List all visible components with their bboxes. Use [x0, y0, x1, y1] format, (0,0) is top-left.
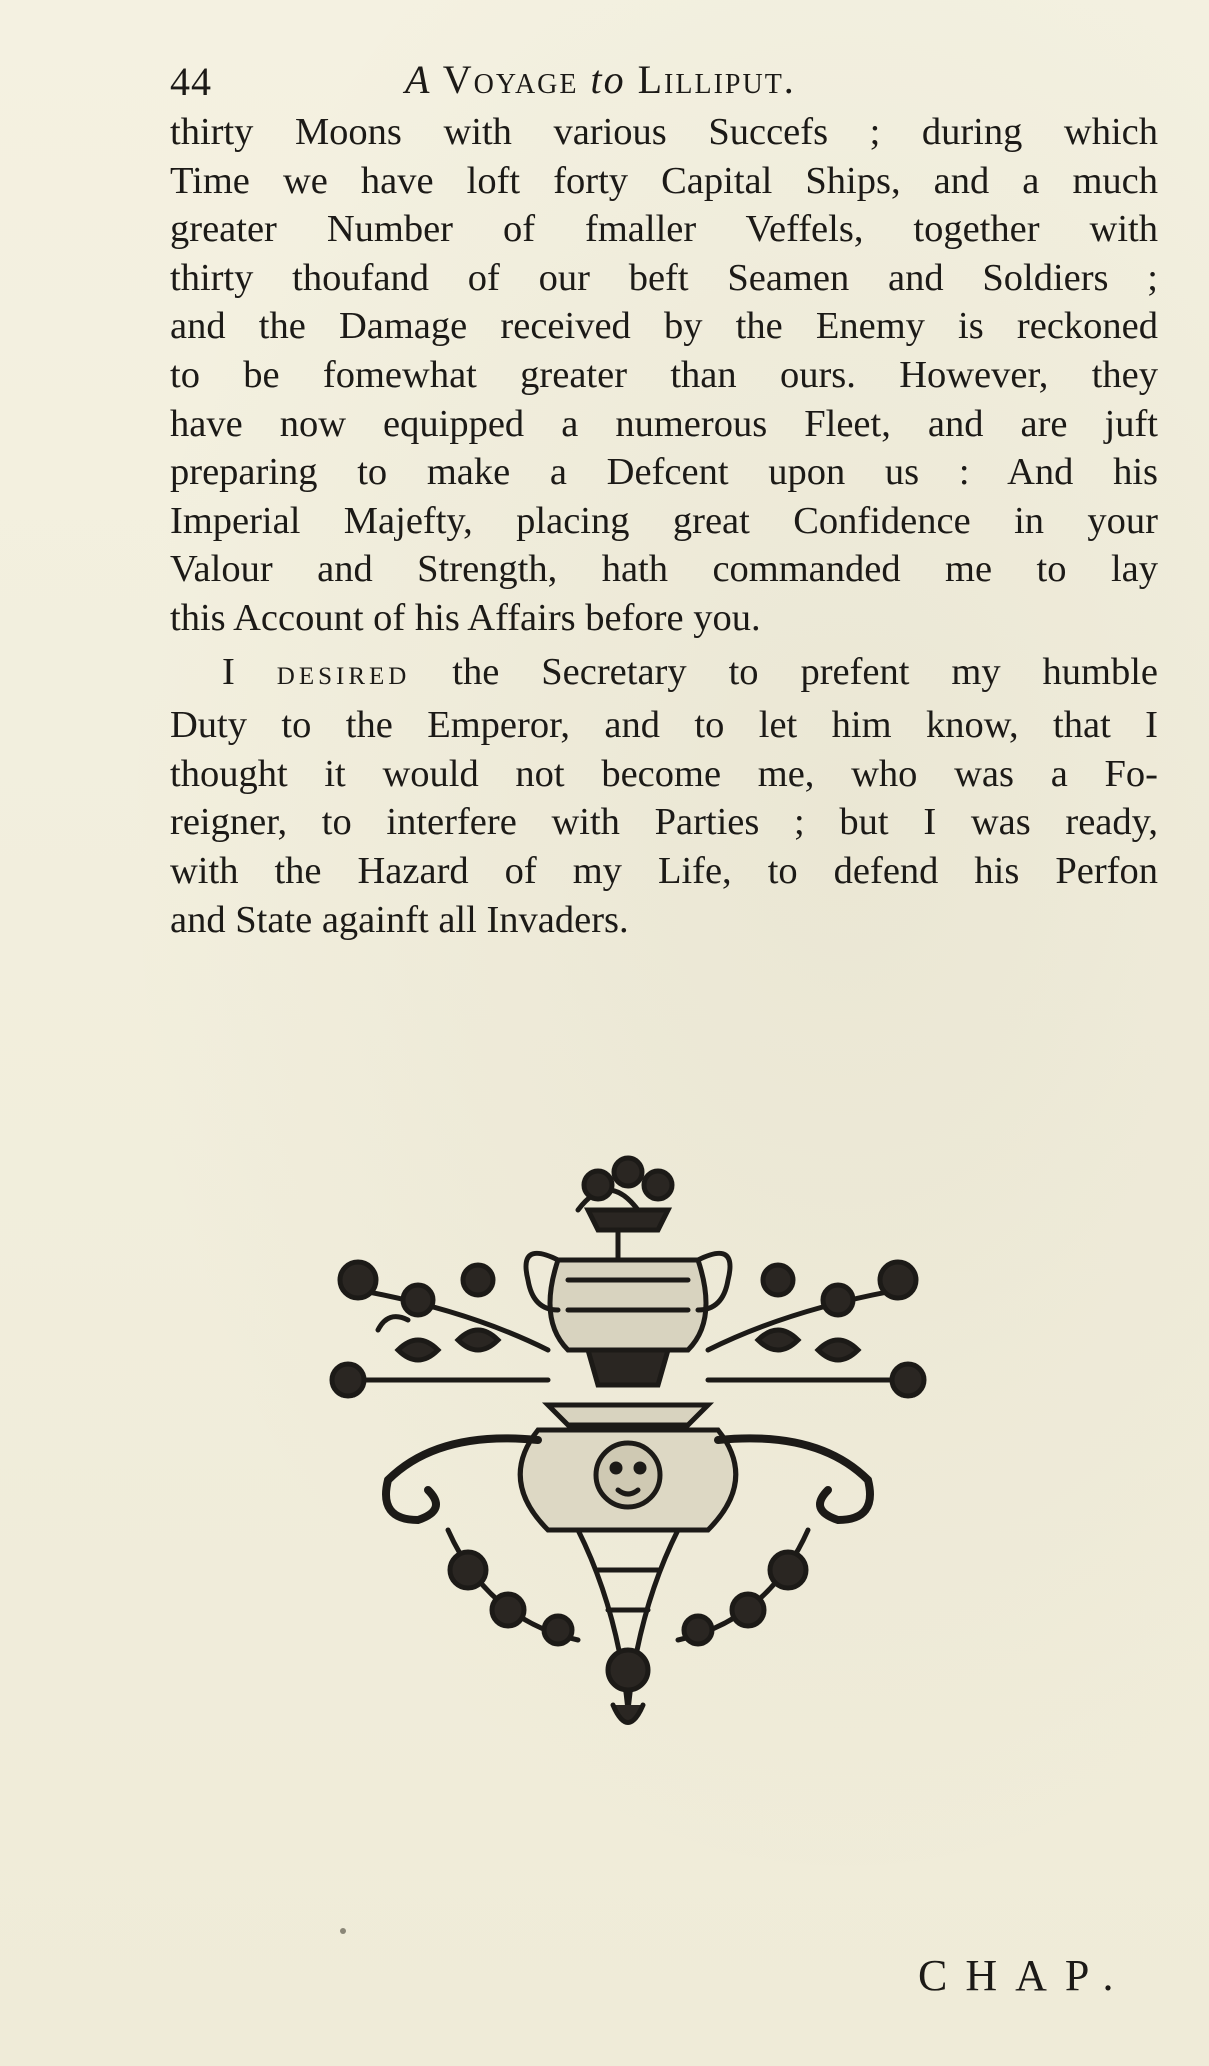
page-header: [170, 52, 1170, 102]
text-line: to be fomewhat greater than ours. However, they: [170, 353, 1158, 396]
paragraph-1: [170, 108, 1158, 643]
floral-tailpiece-ornament-icon: [318, 1150, 938, 1750]
paragraph-2: [170, 648, 1158, 945]
text-line: Time we have loft forty Capital Ships, and a much: [170, 159, 1158, 202]
running-head: [405, 56, 796, 103]
text-line: this Account of his Affairs before you.: [170, 596, 761, 639]
text-line: Valour and Strength, hath commanded me to lay: [170, 548, 1158, 591]
text-line: thought it would not become me, who was a Fo-: [170, 752, 1158, 795]
paper-speck: [340, 1928, 346, 1934]
running-head-voyage: Voyage: [442, 57, 579, 102]
body-text: [170, 108, 1158, 944]
text-line: have now equipped a numerous Fleet, and are juft: [170, 402, 1158, 445]
text-line: with the Hazard of my Life, to defend his Perfon: [170, 849, 1158, 892]
smallcaps-word: DESIRED: [276, 662, 411, 690]
text-line-first: [170, 648, 1158, 702]
text-line: reigner, to interfere with Parties ; but I was ready,: [170, 801, 1158, 844]
text-line: preparing to make a Defcent upon us : And his: [170, 451, 1158, 494]
text-line: Imperial Majefty, placing great Confidence in your: [170, 499, 1158, 542]
text-line: thirty Moons with various Succefs ; during which: [170, 111, 1158, 153]
text-line: and the Damage received by the Enemy is reckoned: [170, 305, 1158, 348]
text-line: thirty thoufand of our beft Seamen and Soldiers ;: [170, 256, 1158, 299]
page-number: 44: [170, 59, 212, 104]
text-line: Duty to the Emperor, and to let him know, that I: [170, 704, 1158, 747]
text-line: and State againft all Invaders.: [170, 898, 629, 941]
initial-letter: I: [222, 650, 235, 693]
first-line-rest: the Secretary to prefent my humble: [452, 650, 1159, 693]
text-line: greater Number of fmaller Veffels, together with: [170, 208, 1158, 251]
running-head-a: A: [405, 57, 432, 102]
running-head-to: to: [590, 57, 626, 102]
running-head-lilliput: Lilliput.: [637, 57, 796, 102]
catchword: CHAP.: [918, 1951, 1132, 2000]
